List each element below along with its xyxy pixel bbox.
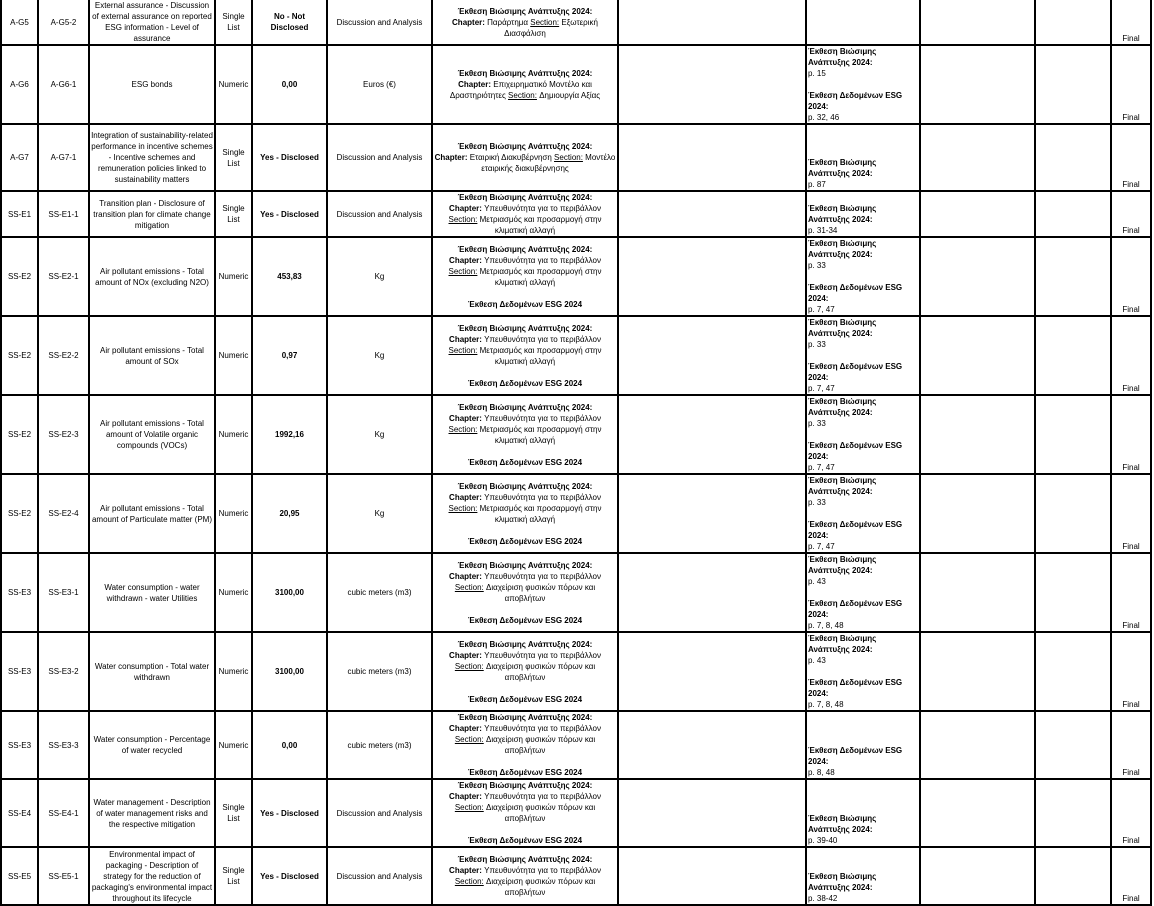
row-type-cell: Numeric <box>215 237 252 316</box>
ref-section-label: Section: <box>508 91 537 100</box>
row-empty-cell <box>618 779 806 847</box>
row-pages-cell <box>806 191 920 237</box>
row-status-cell: Final <box>1111 124 1151 191</box>
ref-report-title: Έκθεση Βιώσιμης Ανάπτυξης 2024: <box>457 244 593 254</box>
row-empty-cell <box>920 191 1035 237</box>
row-value-cell: Yes - Disclosed <box>252 124 327 191</box>
row-description-cell: Integration of sustainability-related performance in incentive schemes - Incentive schemes and remuneration policies linked to sustainability matters <box>89 124 215 191</box>
row-reference-cell <box>432 779 618 847</box>
row-unit-cell: Discussion and Analysis <box>327 779 432 847</box>
row-empty-cell <box>920 316 1035 395</box>
row-metric-cell: SS-E5-1 <box>38 847 89 905</box>
row-empty-cell <box>1035 711 1111 779</box>
row-type-cell: Numeric <box>215 316 252 395</box>
row-empty-cell <box>618 395 806 474</box>
row-type-cell: Numeric <box>215 711 252 779</box>
row-value-cell: No - Not Disclosed <box>252 0 327 45</box>
ref-report-title: Έκθεση Βιώσιμης Ανάπτυξης 2024: <box>457 323 593 333</box>
pages-numbers: p. 32, 46 <box>808 113 840 122</box>
row-code-cell: SS-E2 <box>1 474 38 553</box>
ref-chapter-label: Chapter: <box>449 866 482 875</box>
ref-section-label: Section: <box>454 803 484 812</box>
row-reference-cell <box>432 237 618 316</box>
row-value-cell: 0,00 <box>252 711 327 779</box>
row-reference-cell <box>432 45 618 124</box>
ref-chapter: Υπευθυνότητα για το περιβάλλον <box>484 492 601 502</box>
ref-report-title: Έκθεση Βιώσιμης Ανάπτυξης 2024: <box>457 6 593 16</box>
row-empty-cell <box>618 0 806 45</box>
row-metric-cell: A-G5-2 <box>38 0 89 45</box>
ref-chapter-label: Chapter: <box>449 792 482 801</box>
row-reference-cell <box>432 474 618 553</box>
row-pages-cell <box>806 632 920 711</box>
pages-report-title: Έκθεση Βιώσιμης Ανάπτυξης 2024: <box>808 318 877 338</box>
table-row <box>1 632 1151 711</box>
pages-numbers: p. 43 <box>808 577 826 586</box>
pages-numbers: p. 7, 47 <box>808 305 835 314</box>
row-code-cell: SS-E2 <box>1 395 38 474</box>
ref-chapter: Επιχειρηματικό Μοντέλο και Δραστηριότητες <box>449 80 592 100</box>
row-description-cell: Transition plan - Disclosure of transition plan for climate change mitigation <box>89 191 215 237</box>
table-body <box>1 0 1151 905</box>
row-metric-cell: SS-E2-3 <box>38 395 89 474</box>
row-pages-cell <box>806 395 920 474</box>
row-empty-cell <box>1035 395 1111 474</box>
row-empty-cell <box>1035 474 1111 553</box>
row-empty-cell <box>618 316 806 395</box>
row-code-cell: SS-E3 <box>1 632 38 711</box>
pages-numbers: p. 15 <box>808 69 826 78</box>
row-code-cell: A-G5 <box>1 0 38 45</box>
row-pages-cell <box>806 553 920 632</box>
ref-report-title: Έκθεση Βιώσιμης Ανάπτυξης 2024: <box>457 481 593 491</box>
row-empty-cell <box>618 632 806 711</box>
ref-report-title: Έκθεση Βιώσιμης Ανάπτυξης 2024: <box>457 560 593 570</box>
table-row <box>1 395 1151 474</box>
pages-numbers: p. 33 <box>808 419 826 428</box>
pages-report-title: Έκθεση Δεδομένων ESG 2024: <box>808 599 903 619</box>
row-pages-cell <box>806 237 920 316</box>
row-pages-cell <box>806 45 920 124</box>
ref-chapter-label: Chapter: <box>458 80 492 89</box>
row-unit-cell: Discussion and Analysis <box>327 124 432 191</box>
ref-chapter-label: Chapter: <box>449 413 482 423</box>
row-reference-cell <box>432 847 618 905</box>
pages-numbers: p. 7, 47 <box>808 384 835 393</box>
row-unit-cell: Kg <box>327 316 432 395</box>
row-code-cell: SS-E1 <box>1 191 38 237</box>
row-value-cell: 0,97 <box>252 316 327 395</box>
ref-report-title: Έκθεση Βιώσιμης Ανάπτυξης 2024: <box>457 402 593 412</box>
row-reference-cell <box>432 711 618 779</box>
ref-section-label: Section: <box>454 735 484 744</box>
pages-report-title: Έκθεση Δεδομένων ESG 2024: <box>808 678 903 698</box>
table-row <box>1 0 1151 45</box>
ref-section: Μετριασμός και προσαρμογή στην κλιματική αλλαγή <box>479 215 602 235</box>
row-empty-cell <box>920 847 1035 905</box>
row-status-cell: Final <box>1111 779 1151 847</box>
ref-chapter: Υπευθυνότητα για το περιβάλλον <box>484 866 601 875</box>
ref-report-title: Έκθεση Βιώσιμης Ανάπτυξης 2024: <box>457 142 593 151</box>
row-reference-cell <box>432 124 618 191</box>
row-description-cell: Environmental impact of packaging - Description of strategy for the reduction of packaging's environmental impact throughout its lifecycle <box>89 847 215 905</box>
pages-report-title: Έκθεση Βιώσιμης Ανάπτυξης 2024: <box>808 872 877 892</box>
row-value-cell: Yes - Disclosed <box>252 847 327 905</box>
row-status-cell: Final <box>1111 0 1151 45</box>
row-description-cell: Water management - Description of water management risks and the respective mitigation <box>89 779 215 847</box>
row-value-cell: Yes - Disclosed <box>252 779 327 847</box>
row-description-cell: External assurance - Discussion of external assurance on reported ESG information - Level of assurance <box>89 0 215 45</box>
row-pages-cell <box>806 474 920 553</box>
row-metric-cell: SS-E2-4 <box>38 474 89 553</box>
pages-numbers: p. 38-42 <box>808 894 838 903</box>
row-pages-cell <box>806 779 920 847</box>
ref-extra-report: Έκθεση Δεδομένων ESG 2024 <box>467 457 583 467</box>
row-status-cell: Final <box>1111 237 1151 316</box>
row-empty-cell <box>1035 191 1111 237</box>
row-metric-cell: SS-E3-3 <box>38 711 89 779</box>
row-pages-cell <box>806 124 920 191</box>
row-empty-cell <box>920 237 1035 316</box>
row-type-cell: Single List <box>215 779 252 847</box>
row-description-cell: ESG bonds <box>89 45 215 124</box>
ref-section-label: Section: <box>454 661 484 671</box>
ref-section-label: Section: <box>448 424 478 434</box>
ref-extra-report: Έκθεση Δεδομένων ESG 2024 <box>467 694 583 704</box>
pages-report-title: Έκθεση Δεδομένων ESG 2024: <box>808 746 903 766</box>
row-code-cell: SS-E2 <box>1 237 38 316</box>
pages-report-title: Έκθεση Βιώσιμης Ανάπτυξης 2024: <box>808 634 877 654</box>
row-value-cell: 1992,16 <box>252 395 327 474</box>
pages-report-title: Έκθεση Δεδομένων ESG 2024: <box>808 91 903 111</box>
ref-section: Εξωτερική Διασφάλιση <box>504 17 598 38</box>
row-reference-cell <box>432 191 618 237</box>
row-status-cell: Final <box>1111 711 1151 779</box>
table-row <box>1 779 1151 847</box>
ref-report-title: Έκθεση Βιώσιμης Ανάπτυξης 2024: <box>457 855 593 864</box>
row-code-cell: SS-E3 <box>1 553 38 632</box>
row-code-cell: SS-E4 <box>1 779 38 847</box>
row-unit-cell: Kg <box>327 474 432 553</box>
ref-chapter: Υπευθυνότητα για το περιβάλλον <box>484 255 601 265</box>
row-empty-cell <box>1035 553 1111 632</box>
row-pages-cell <box>806 0 920 45</box>
row-reference-cell <box>432 0 618 45</box>
row-code-cell: A-G7 <box>1 124 38 191</box>
row-unit-cell: cubic meters (m3) <box>327 553 432 632</box>
ref-report-title: Έκθεση Βιώσιμης Ανάπτυξης 2024: <box>457 639 593 649</box>
row-pages-cell <box>806 316 920 395</box>
row-description-cell: Air pollutant emissions - Total amount of NOx (excluding N2O) <box>89 237 215 316</box>
row-empty-cell <box>920 124 1035 191</box>
row-empty-cell <box>618 847 806 905</box>
pages-numbers: p. 7, 8, 48 <box>808 700 844 709</box>
row-empty-cell <box>920 711 1035 779</box>
ref-chapter-label: Chapter: <box>449 492 482 502</box>
row-code-cell: SS-E5 <box>1 847 38 905</box>
row-metric-cell: A-G6-1 <box>38 45 89 124</box>
row-description-cell: Air pollutant emissions - Total amount of Volatile organic compounds (VOCs) <box>89 395 215 474</box>
row-type-cell: Single List <box>215 191 252 237</box>
row-status-cell: Final <box>1111 553 1151 632</box>
ref-section-label: Section: <box>454 877 484 886</box>
table-row <box>1 847 1151 905</box>
table-row <box>1 316 1151 395</box>
row-status-cell: Final <box>1111 474 1151 553</box>
row-value-cell: 3100,00 <box>252 553 327 632</box>
pages-report-title: Έκθεση Βιώσιμης Ανάπτυξης 2024: <box>808 47 877 67</box>
row-status-cell: Final <box>1111 847 1151 905</box>
row-empty-cell <box>618 191 806 237</box>
row-code-cell: SS-E3 <box>1 711 38 779</box>
row-metric-cell: SS-E2-1 <box>38 237 89 316</box>
row-unit-cell: Discussion and Analysis <box>327 191 432 237</box>
ref-chapter-label: Chapter: <box>449 571 482 581</box>
row-type-cell: Single List <box>215 847 252 905</box>
ref-chapter: Υπευθυνότητα για το περιβάλλον <box>484 413 601 423</box>
table-row <box>1 124 1151 191</box>
row-reference-cell <box>432 632 618 711</box>
ref-extra-report: Έκθεση Δεδομένων ESG 2024 <box>467 536 583 546</box>
row-value-cell: Yes - Disclosed <box>252 191 327 237</box>
row-unit-cell: cubic meters (m3) <box>327 632 432 711</box>
ref-chapter-label: Chapter: <box>449 204 482 213</box>
ref-chapter-label: Chapter: <box>434 153 468 162</box>
row-empty-cell <box>1035 45 1111 124</box>
ref-section: Διαχείριση φυσικών πόρων και αποβλήτων <box>485 661 596 682</box>
row-empty-cell <box>618 237 806 316</box>
ref-chapter: Υπευθυνότητα για το περιβάλλον <box>484 724 601 733</box>
row-metric-cell: SS-E2-2 <box>38 316 89 395</box>
pages-numbers: p. 31-34 <box>808 226 838 235</box>
pages-report-title: Έκθεση Βιώσιμης Ανάπτυξης 2024: <box>808 397 877 417</box>
ref-chapter: Παράρτημα <box>487 17 529 27</box>
row-pages-cell <box>806 711 920 779</box>
row-description-cell: Water consumption - Total water withdrawn <box>89 632 215 711</box>
row-type-cell: Single List <box>215 124 252 191</box>
row-type-cell: Numeric <box>215 45 252 124</box>
ref-extra-report: Έκθεση Δεδομένων ESG 2024 <box>467 299 583 309</box>
ref-section-label: Section: <box>530 17 560 27</box>
row-reference-cell <box>432 316 618 395</box>
pages-numbers: p. 7, 47 <box>808 463 835 472</box>
ref-chapter: Υπευθυνότητα για το περιβάλλον <box>484 650 601 660</box>
row-value-cell: 20,95 <box>252 474 327 553</box>
row-type-cell: Numeric <box>215 553 252 632</box>
row-reference-cell <box>432 395 618 474</box>
ref-section-label: Section: <box>448 215 478 224</box>
row-unit-cell: Kg <box>327 395 432 474</box>
ref-chapter-label: Chapter: <box>449 255 482 265</box>
row-empty-cell <box>1035 316 1111 395</box>
row-empty-cell <box>618 711 806 779</box>
row-empty-cell <box>1035 237 1111 316</box>
row-status-cell: Final <box>1111 395 1151 474</box>
ref-section: Μετριασμός και προσαρμογή στην κλιματική αλλαγή <box>479 345 602 366</box>
ref-report-title: Έκθεση Βιώσιμης Ανάπτυξης 2024: <box>457 69 593 78</box>
ref-extra-report: Έκθεση Δεδομένων ESG 2024 <box>467 615 583 625</box>
ref-chapter: Υπευθυνότητα για το περιβάλλον <box>484 571 601 581</box>
row-empty-cell <box>920 474 1035 553</box>
row-empty-cell <box>618 124 806 191</box>
row-value-cell: 453,83 <box>252 237 327 316</box>
row-empty-cell <box>920 779 1035 847</box>
ref-chapter-label: Chapter: <box>449 650 482 660</box>
ref-report-title: Έκθεση Βιώσιμης Ανάπτυξης 2024: <box>457 781 593 790</box>
row-pages-cell <box>806 847 920 905</box>
pages-numbers: p. 33 <box>808 498 826 507</box>
ref-section: Δημιουργία Αξίας <box>539 91 601 100</box>
pages-report-title: Έκθεση Βιώσιμης Ανάπτυξης 2024: <box>808 158 877 178</box>
row-unit-cell: Euros (€) <box>327 45 432 124</box>
row-empty-cell <box>1035 0 1111 45</box>
table-row <box>1 237 1151 316</box>
row-empty-cell <box>920 553 1035 632</box>
ref-chapter-label: Chapter: <box>449 724 482 733</box>
row-metric-cell: A-G7-1 <box>38 124 89 191</box>
pages-report-title: Έκθεση Δεδομένων ESG 2024: <box>808 441 903 461</box>
row-type-cell: Numeric <box>215 395 252 474</box>
row-empty-cell <box>920 45 1035 124</box>
row-unit-cell: Discussion and Analysis <box>327 0 432 45</box>
ref-section: Μετριασμός και προσαρμογή στην κλιματική αλλαγή <box>479 424 602 445</box>
ref-report-title: Έκθεση Βιώσιμης Ανάπτυξης 2024: <box>457 193 593 202</box>
pages-report-title: Έκθεση Δεδομένων ESG 2024: <box>808 520 903 540</box>
row-unit-cell: cubic meters (m3) <box>327 711 432 779</box>
ref-section-label: Section: <box>448 503 478 513</box>
row-empty-cell <box>920 632 1035 711</box>
row-empty-cell <box>618 45 806 124</box>
ref-extra-report: Έκθεση Δεδομένων ESG 2024 <box>467 378 583 388</box>
pages-numbers: p. 33 <box>808 340 826 349</box>
ref-section: Μοντέλο εταιρικής διακυβέρνησης <box>481 153 616 173</box>
ref-section: Διαχείριση φυσικών πόρων και αποβλήτων <box>485 803 596 823</box>
row-empty-cell <box>618 553 806 632</box>
pages-numbers: p. 87 <box>808 180 826 189</box>
ref-chapter: Εταιρική Διακυβέρνηση <box>469 153 552 162</box>
ref-section: Μετριασμός και προσαρμογή στην κλιματική αλλαγή <box>479 266 602 287</box>
row-metric-cell: SS-E4-1 <box>38 779 89 847</box>
row-empty-cell <box>920 0 1035 45</box>
row-type-cell: Numeric <box>215 474 252 553</box>
row-description-cell: Air pollutant emissions - Total amount of SOx <box>89 316 215 395</box>
row-type-cell: Single List <box>215 0 252 45</box>
pages-report-title: Έκθεση Βιώσιμης Ανάπτυξης 2024: <box>808 814 877 834</box>
pages-report-title: Έκθεση Δεδομένων ESG 2024: <box>808 283 903 303</box>
row-empty-cell <box>1035 779 1111 847</box>
ref-section: Διαχείριση φυσικών πόρων και αποβλήτων <box>485 582 596 603</box>
pages-report-title: Έκθεση Βιώσιμης Ανάπτυξης 2024: <box>808 555 877 575</box>
row-empty-cell <box>1035 124 1111 191</box>
ref-section-label: Section: <box>448 345 478 355</box>
row-code-cell: SS-E2 <box>1 316 38 395</box>
ref-extra-report: Έκθεση Δεδομένων ESG 2024 <box>467 768 583 777</box>
row-description-cell: Air pollutant emissions - Total amount of Particulate matter (PM) <box>89 474 215 553</box>
table-row <box>1 474 1151 553</box>
row-empty-cell <box>618 474 806 553</box>
pages-numbers: p. 7, 47 <box>808 542 835 551</box>
row-description-cell: Water consumption - Percentage of water recycled <box>89 711 215 779</box>
row-metric-cell: SS-E1-1 <box>38 191 89 237</box>
row-description-cell: Water consumption - water withdrawn - water Utilities <box>89 553 215 632</box>
row-value-cell: 3100,00 <box>252 632 327 711</box>
row-metric-cell: SS-E3-2 <box>38 632 89 711</box>
pages-report-title: Έκθεση Βιώσιμης Ανάπτυξης 2024: <box>808 476 877 496</box>
table-row <box>1 191 1151 237</box>
pages-numbers: p. 43 <box>808 656 826 665</box>
pages-numbers: p. 8, 48 <box>808 768 835 777</box>
row-empty-cell <box>1035 847 1111 905</box>
row-code-cell: A-G6 <box>1 45 38 124</box>
ref-section: Διαχείριση φυσικών πόρων και αποβλήτων <box>485 877 596 897</box>
ref-chapter-label: Chapter: <box>449 334 482 344</box>
table-row <box>1 711 1151 779</box>
table-row <box>1 553 1151 632</box>
ref-section: Διαχείριση φυσικών πόρων και αποβλήτων <box>485 735 596 755</box>
pages-report-title: Έκθεση Βιώσιμης Ανάπτυξης 2024: <box>808 204 877 224</box>
ref-extra-report: Έκθεση Δεδομένων ESG 2024 <box>467 836 583 845</box>
row-unit-cell: Kg <box>327 237 432 316</box>
pages-numbers: p. 33 <box>808 261 826 270</box>
ref-chapter: Υπευθυνότητα για το περιβάλλον <box>484 334 601 344</box>
ref-section-label: Section: <box>554 153 583 162</box>
pages-report-title: Έκθεση Δεδομένων ESG 2024: <box>808 362 903 382</box>
row-status-cell: Final <box>1111 45 1151 124</box>
ref-chapter: Υπευθυνότητα για το περιβάλλον <box>484 204 601 213</box>
row-reference-cell <box>432 553 618 632</box>
row-type-cell: Numeric <box>215 632 252 711</box>
ref-section-label: Section: <box>454 582 484 592</box>
pages-numbers: p. 39-40 <box>808 836 838 845</box>
row-empty-cell <box>1035 632 1111 711</box>
ref-chapter: Υπευθυνότητα για το περιβάλλον <box>484 792 601 801</box>
ref-section: Μετριασμός και προσαρμογή στην κλιματική αλλαγή <box>479 503 602 524</box>
table-row <box>1 45 1151 124</box>
pages-numbers: p. 7, 8, 48 <box>808 621 844 630</box>
ref-chapter-label: Chapter: <box>452 17 485 27</box>
row-status-cell: Final <box>1111 316 1151 395</box>
pages-report-title: Έκθεση Βιώσιμης Ανάπτυξης 2024: <box>808 239 877 259</box>
row-metric-cell: SS-E3-1 <box>38 553 89 632</box>
ref-report-title: Έκθεση Βιώσιμης Ανάπτυξης 2024: <box>457 713 593 722</box>
row-status-cell: Final <box>1111 632 1151 711</box>
row-unit-cell: Discussion and Analysis <box>327 847 432 905</box>
row-value-cell: 0,00 <box>252 45 327 124</box>
row-status-cell: Final <box>1111 191 1151 237</box>
ref-section-label: Section: <box>448 266 478 276</box>
row-empty-cell <box>920 395 1035 474</box>
